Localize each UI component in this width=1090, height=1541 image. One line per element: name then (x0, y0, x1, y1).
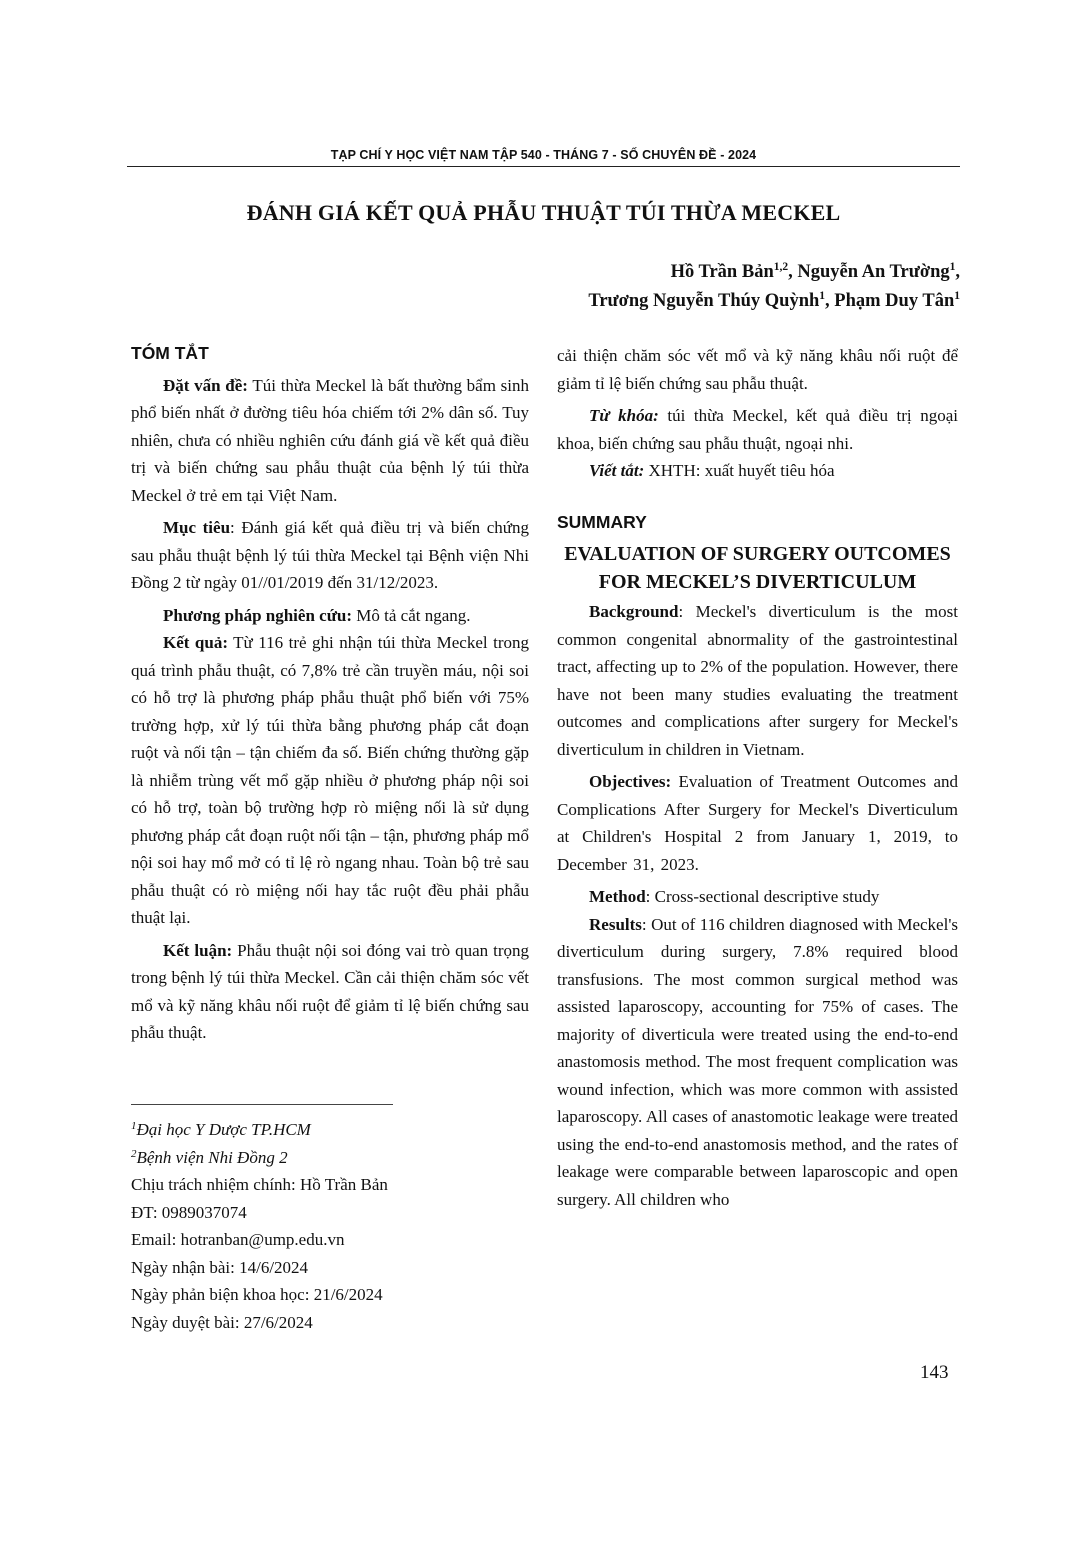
author-line-1: Hồ Trần Bản$^{1,2}$, Nguyễn An Trường$^1$, (670, 261, 960, 282)
left-column (131, 340, 529, 1047)
section-text: : Đánh giá kết quả điều trị và biến chứng sau phẫu thuật bệnh lý túi thừa Meckel tại Bệnh viện Nhi Đồng 2 từ ngày 01//01/2019 đến 31/12/2023. (131, 518, 529, 592)
abstract-en-method (557, 883, 958, 911)
right-column (557, 342, 958, 1213)
section-label: Viết tắt: (589, 461, 645, 480)
article-title: ĐÁNH GIÁ KẾT QUẢ PHẪU THUẬT TÚI THỪA MECKEL (246, 200, 841, 225)
phone: ĐT: 0989037074 (131, 1202, 247, 1222)
date-reviewed: Ngày phản biện khoa học: 21/6/2024 (131, 1285, 383, 1304)
author-list (588, 258, 960, 316)
footnote-rule (131, 1104, 393, 1105)
section-text: XHTH: xuất huyết tiêu hóa (644, 461, 835, 480)
abstract-en-results (557, 911, 958, 1214)
author-name: Trương Nguyễn Thúy Quỳnh (588, 291, 820, 311)
section-text: : Out of 116 children diagnosed with Meckel's diverticulum during surgery, 7.8% required blood transfusions. The most common surgical method was assisted laparoscopy, accounting for 75% of cases. The majority of diverticula were treated using the end-to-end anastomosis method. The most frequent complication was wound infection, which was more common with assisted laparoscopy. All cases of anastomotic leakage were treated using the end-to-end anastomosis method, and the rates of leakage were comparable between laparoscopic and open surgery. All children who (557, 914, 958, 1209)
affiliation-2 (131, 1144, 388, 1172)
abstract-en-heading: SUMMARY (557, 511, 647, 532)
abstract-vi-results (131, 629, 529, 932)
abstract-en-title: EVALUATION OF SURGERY OUTCOMES FOR MECKEL’S DIVERTICULUM (564, 543, 951, 593)
affiliation-1 (131, 1116, 388, 1144)
section-text: : Cross-sectional descriptive study (645, 887, 880, 906)
author-name: Hồ Trần Bản (670, 262, 774, 282)
page-number: 143 (920, 1362, 949, 1383)
abstract-en-background (557, 598, 958, 763)
abstract-vi-background (131, 372, 529, 510)
abstract-vi-keywords (557, 402, 958, 457)
author-name: Nguyễn An Trường (797, 262, 950, 282)
section-text: Từ 116 trẻ ghi nhận túi thừa Meckel trong quá trình phẫu thuật, có 7,8% trẻ cần truyền máu, nội soi có hỗ trợ là phương pháp phẫu thuật phổ biến với 75% trường hợp, xử lý túi thừa bằng phương pháp cắt đoạn ruột và nối tận – tận chiếm đa số. Biến chứng thường gặp là nhiễm trùng vết mổ gặp nhiều ở phương pháp nội soi có hỗ trợ, toàn bộ trường hợp rò miệng nối là sử dụng phương pháp cắt đoạn ruột nối tận – tận, phương pháp mổ nội soi hay mổ mở có tỉ lệ rò ngang nhau. Toàn bộ trẻ sau phẫu thuật có rò miệng nối hay tắc ruột đều phải phẫu thuật lại. (131, 633, 529, 927)
abstract-vi-conclusion (131, 937, 529, 1047)
section-text: Túi thừa Meckel là bất thường bẩm sinh phổ biến nhất ở đường tiêu hóa chiếm tới 2% dân số. Tuy nhiên, chưa có nhiều nghiên cứu đánh giá về kết quả điều trị và biến chứng sau phẫu thuật của bệnh lý túi thừa Meckel ở trẻ em tại Việt Nam. (131, 375, 529, 505)
author-affiliation-mark: 1 (819, 290, 826, 302)
email: Email: hotranban@ump.edu.vn (131, 1230, 345, 1249)
abstract-vi-method (131, 602, 529, 630)
running-header: TẠP CHÍ Y HỌC VIỆT NAM TẬP 540 - THÁNG 7 - SỐ CHUYÊN ĐỀ - 2024 (330, 148, 757, 162)
abstract-vi-objective (131, 514, 529, 597)
date-accepted: Ngày duyệt bài: 27/6/2024 (131, 1312, 313, 1332)
abstract-vi-conclusion-continued: cải thiện chăm sóc vết mổ và kỹ năng khâu nối ruột để giảm tỉ lệ biến chứng sau phẫu thuật. (557, 346, 958, 393)
section-label: Objectives: (589, 772, 672, 791)
abstract-vi-heading: TÓM TẮT (131, 343, 209, 363)
author-affiliation-mark: 1,2 (773, 261, 789, 273)
abstract-en-objectives (557, 768, 958, 878)
section-label: Results (589, 914, 642, 934)
section-text: Mô tả cắt ngang. (352, 605, 471, 625)
author-line-2: Trương Nguyễn Thúy Quỳnh$^1$, Phạm Duy Tân$^1$ (588, 290, 960, 311)
header-rule (127, 166, 960, 167)
abstract-vi-abbreviations (557, 457, 958, 485)
footnotes (131, 1116, 388, 1336)
section-text: Evaluation of Treatment Outcomes and Complications After Surgery for Meckel's Diverticulum at Children's Hospital 2 from January 1, 2019, to December 31, 2023. (557, 772, 958, 874)
affiliation-text: Bệnh viện Nhi Đồng 2 (136, 1147, 288, 1167)
section-text: : Meckel's diverticulum is the most common congenital abnormality of the gastrointestinal tract, affecting up to 2% of the population. However, there have not been many studies evaluating the treatment outcomes and complications after surgery for Meckel's diverticulum in children in Vietnam. (557, 602, 958, 759)
author-name: Phạm Duy Tân (834, 291, 955, 311)
corresponding-author: Chịu trách nhiệm chính: Hồ Trần Bản (131, 1175, 388, 1194)
author-affiliation-mark: 1 (954, 290, 960, 302)
section-label: Phương pháp nghiên cứu: (163, 605, 353, 625)
section-label: Background (589, 602, 679, 621)
section-label: Kết quả: (163, 633, 228, 652)
author-affiliation-mark: 1 (949, 261, 956, 273)
affiliation-mark: 1 (131, 1120, 137, 1132)
section-label: Kết luận: (163, 940, 233, 960)
section-label: Mục tiêu (163, 518, 231, 537)
date-received: Ngày nhận bài: 14/6/2024 (131, 1257, 309, 1277)
affiliation-text: Đại học Y Dược TP.HCM (136, 1120, 311, 1139)
section-label: Method (589, 887, 646, 906)
section-text: Phẫu thuật nội soi đóng vai trò quan trọng trong bệnh lý túi thừa Meckel. Cần cải thiện chăm sóc vết mổ và kỹ năng khâu nối ruột để giảm tỉ lệ biến chứng sau phẫu thuật. (131, 940, 529, 1042)
affiliation-mark: 2 (131, 1147, 137, 1160)
section-label: Đặt vấn đề: (163, 375, 248, 395)
section-label: Từ khóa: (589, 406, 659, 425)
section-text: túi thừa Meckel, kết quả điều trị ngoại khoa, biến chứng sau phẫu thuật, ngoại nhi. (557, 406, 958, 453)
